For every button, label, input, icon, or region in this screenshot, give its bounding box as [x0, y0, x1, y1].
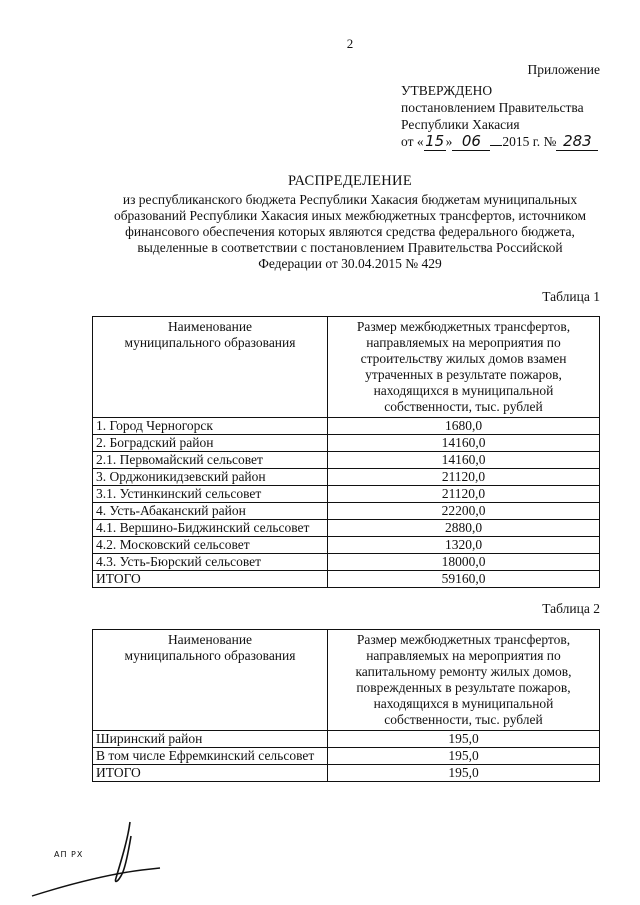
table-row	[93, 748, 600, 765]
date-day: 15	[425, 132, 445, 150]
row-value: 21120,0	[328, 486, 600, 503]
row-value: 59160,0	[328, 571, 600, 588]
approval-heading: УТВЕРЖДЕНО	[401, 83, 493, 98]
table-row	[93, 486, 600, 503]
row-value: 18000,0	[328, 554, 600, 571]
table1-header-row	[93, 317, 600, 418]
row-value: 195,0	[328, 748, 600, 765]
row-value: 14160,0	[328, 452, 600, 469]
approval-block	[401, 82, 598, 151]
row-name: 4.1. Вершино-Биджинский сельсовет	[93, 520, 328, 537]
table1-header-amount: Размер межбюджетных трансфертов, направляемых на мероприятия по строительству жилых домов взамен утраченных в результате пожаров, находящихся в муниципальной собственности, тыс. рублей	[328, 317, 600, 418]
approval-line-2: Республики Хакасия	[401, 117, 520, 132]
date-month: 06	[452, 133, 490, 151]
row-name: 1. Город Черногорск	[93, 418, 328, 435]
row-value: 2880,0	[328, 520, 600, 537]
row-name: 4. Усть-Абаканский район	[93, 503, 328, 520]
table-row	[93, 520, 600, 537]
table-row	[93, 503, 600, 520]
subtitle-line: выделенные в соответствии с постановлением Правительства Российской	[137, 240, 563, 255]
table1-label: Таблица 1	[542, 289, 600, 304]
document-title: РАСПРЕДЕЛЕНИЕ	[288, 173, 412, 189]
row-name: ИТОГО	[93, 571, 328, 588]
row-value: 21120,0	[328, 469, 600, 486]
row-name: ИТОГО	[93, 765, 328, 782]
row-name: 2. Боградский район	[93, 435, 328, 452]
table-row	[93, 731, 600, 748]
subtitle-line: из республиканского бюджета Республики Хакасия бюджетам муниципальных	[122, 192, 578, 207]
table2-label: Таблица 2	[542, 601, 600, 616]
table-row	[93, 554, 600, 571]
row-value: 195,0	[328, 765, 600, 782]
table2-header-row	[93, 630, 600, 731]
table2-header-amount: Размер межбюджетных трансфертов, направляемых на мероприятия по капитальному ремонту жилых домов, поврежденных в результате пожаров, находящихся в муниципальной собственности, тыс. рублей	[328, 630, 600, 731]
row-name: 2.1. Первомайский сельсовет	[93, 452, 328, 469]
table2-header-name: Наименование муниципального образования	[93, 630, 328, 731]
page-number: 2	[346, 36, 354, 51]
approval-date-line	[401, 133, 598, 151]
table-row	[93, 469, 600, 486]
subtitle-line: образований Республики Хакасия иных межбюджетных трансфертов, источником	[113, 208, 587, 223]
table-total-row	[93, 765, 600, 782]
date-prefix: от «	[401, 134, 424, 149]
table1-header-name: Наименование муниципального образования	[93, 317, 328, 418]
row-name: 4.2. Московский сельсовет	[93, 537, 328, 554]
row-value: 22200,0	[328, 503, 600, 520]
row-name: 4.3. Усть-Бюрский сельсовет	[93, 554, 328, 571]
signature-mark	[30, 818, 170, 900]
row-value: 1320,0	[328, 537, 600, 554]
row-value: 14160,0	[328, 435, 600, 452]
subtitle-line: финансового обеспечения которых являются средства федерального бюджета,	[125, 224, 575, 239]
registry-stamp: АП РХ	[54, 850, 84, 859]
table-row	[93, 537, 600, 554]
row-value: 195,0	[328, 731, 600, 748]
appendix-label: Приложение	[527, 62, 600, 77]
row-value: 1680,0	[328, 418, 600, 435]
row-name: 3. Орджоникидзевский район	[93, 469, 328, 486]
document-number: 283	[556, 133, 598, 151]
row-name: Ширинский район	[93, 731, 328, 748]
document-subtitle	[90, 192, 610, 272]
table1	[92, 316, 600, 588]
subtitle-line: Федерации от 30.04.2015 № 429	[258, 256, 442, 271]
table-total-row	[93, 571, 600, 588]
table-row	[93, 452, 600, 469]
date-mid: »	[445, 134, 453, 149]
table-row	[93, 418, 600, 435]
approval-line-1: постановлением Правительства	[401, 100, 584, 115]
date-year: 2015 г. №	[502, 134, 557, 149]
table-row	[93, 435, 600, 452]
row-name: 3.1. Устинкинский сельсовет	[93, 486, 328, 503]
table2	[92, 629, 600, 782]
row-name: В том числе Ефремкинский сельсовет	[93, 748, 328, 765]
